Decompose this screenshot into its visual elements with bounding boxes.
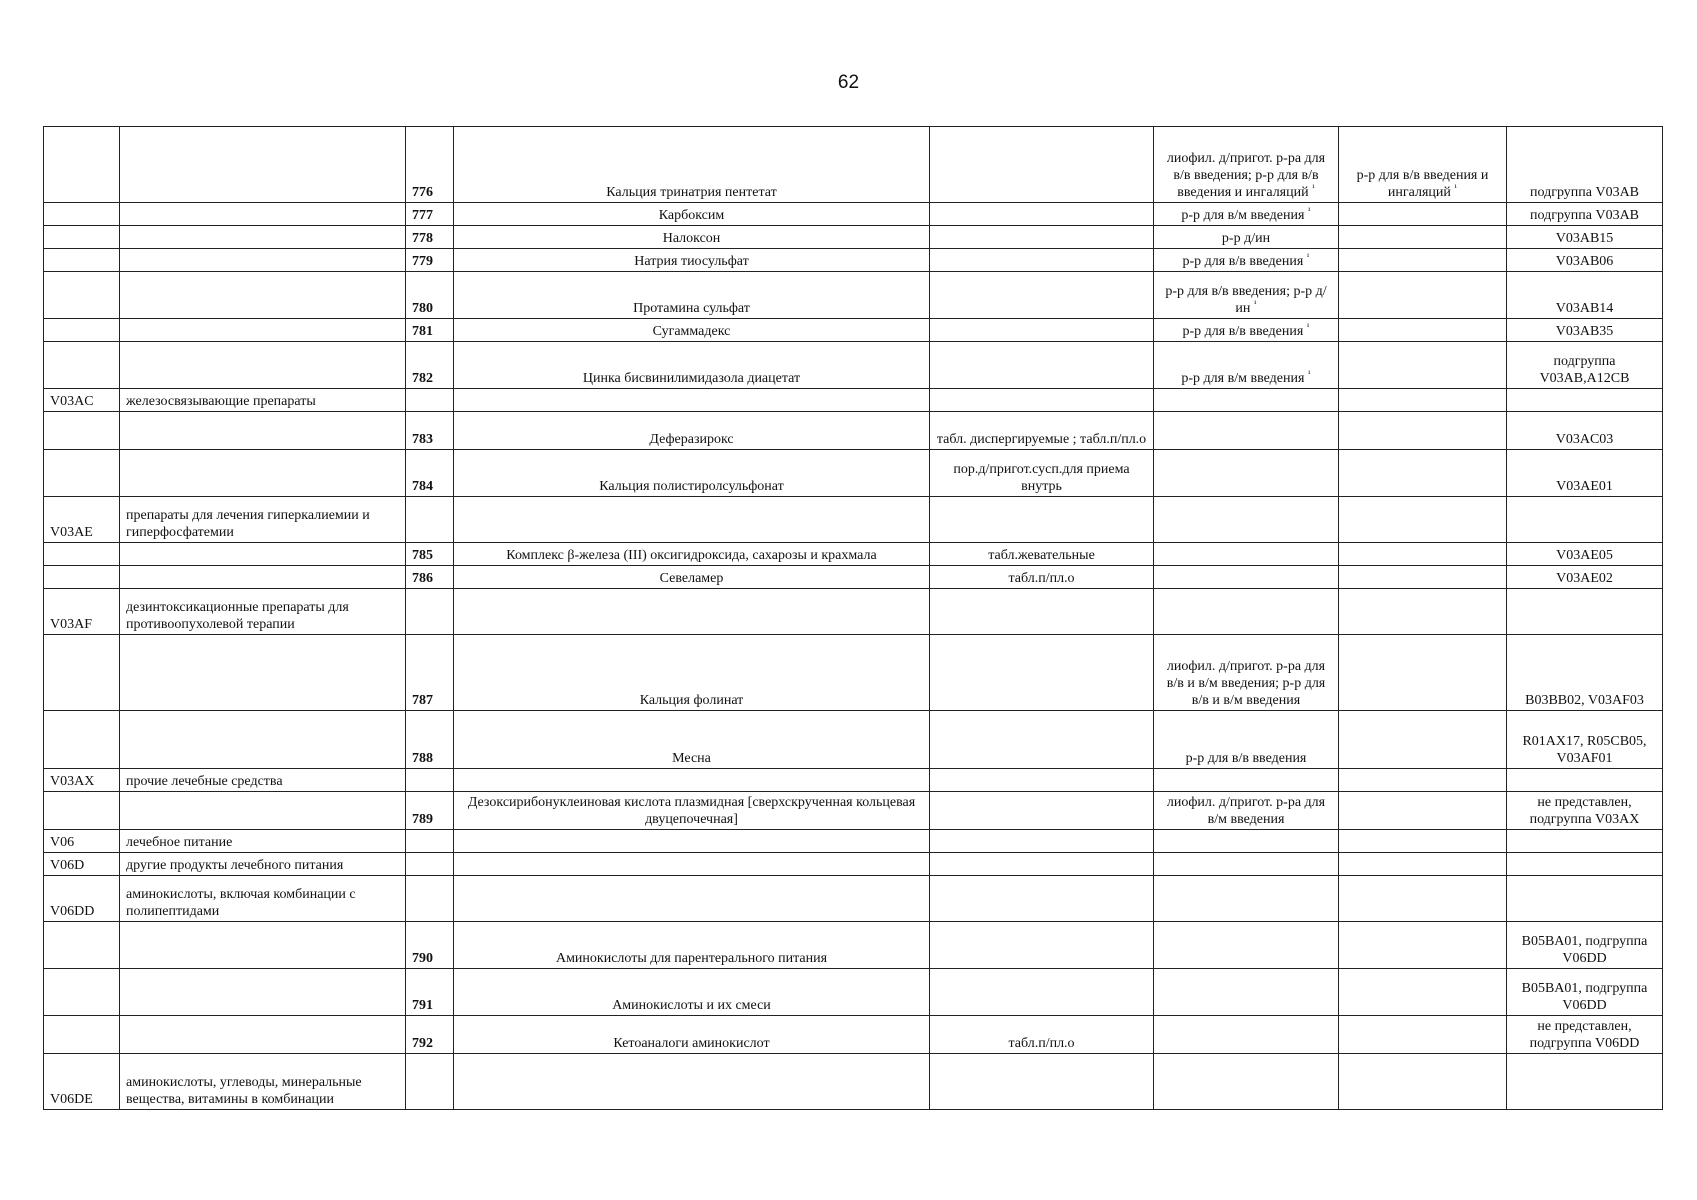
dosage-form-injectable: р-р для в/м введения $^{^1}$ bbox=[1154, 342, 1339, 389]
dosage-form-extra bbox=[1339, 969, 1507, 1016]
dosage-form bbox=[930, 272, 1154, 319]
drug-name: Цинка бисвинилимидазола диацетат bbox=[454, 342, 930, 389]
table-row bbox=[44, 543, 1663, 566]
dosage-form-extra bbox=[1339, 1054, 1507, 1110]
dosage-form-injectable bbox=[1154, 543, 1339, 566]
table-row bbox=[44, 876, 1663, 922]
dosage-form-extra bbox=[1339, 769, 1507, 792]
dosage-form-injectable: р-р для в/в введения $^{^1}$ bbox=[1154, 319, 1339, 342]
dosage-form: табл.п/пл.о bbox=[930, 566, 1154, 589]
dosage-form-injectable: р-р д/ин bbox=[1154, 226, 1339, 249]
atc-code: V03AB06 bbox=[1507, 249, 1663, 272]
dosage-form-extra bbox=[1339, 711, 1507, 769]
atc-group-name bbox=[120, 203, 406, 226]
dosage-form-injectable bbox=[1154, 566, 1339, 589]
drug-name: Комплекс β-железа (III) оксигидроксида, сахарозы и крахмала bbox=[454, 543, 930, 566]
row-number: 781 bbox=[406, 319, 454, 342]
drug-name: Кальция полистиролсульфонат bbox=[454, 450, 930, 497]
atc-group-name: аминокислоты, углеводы, минеральные вещества, витамины в комбинации bbox=[120, 1054, 406, 1110]
table-row bbox=[44, 1016, 1663, 1054]
row-number: 785 bbox=[406, 543, 454, 566]
row-number: 776 bbox=[406, 127, 454, 203]
atc-code: V03AB14 bbox=[1507, 272, 1663, 319]
atc-group-code bbox=[44, 543, 120, 566]
atc-group-name bbox=[120, 226, 406, 249]
dosage-form-injectable bbox=[1154, 969, 1339, 1016]
atc-group-name bbox=[120, 711, 406, 769]
dosage-form-extra bbox=[1339, 830, 1507, 853]
drug-name bbox=[454, 589, 930, 635]
atc-group-code bbox=[44, 226, 120, 249]
dosage-form-injectable: р-р для в/в введения bbox=[1154, 711, 1339, 769]
drug-name: Карбоксим bbox=[454, 203, 930, 226]
dosage-form-extra bbox=[1339, 272, 1507, 319]
table-row bbox=[44, 412, 1663, 450]
row-number: 782 bbox=[406, 342, 454, 389]
dosage-form bbox=[930, 792, 1154, 830]
row-number: 790 bbox=[406, 922, 454, 969]
dosage-form-injectable bbox=[1154, 412, 1339, 450]
atc-code bbox=[1507, 853, 1663, 876]
atc-group-name bbox=[120, 922, 406, 969]
dosage-form bbox=[930, 711, 1154, 769]
dosage-form-extra bbox=[1339, 203, 1507, 226]
dosage-form bbox=[930, 876, 1154, 922]
atc-code bbox=[1507, 389, 1663, 412]
row-number bbox=[406, 769, 454, 792]
atc-group-name bbox=[120, 792, 406, 830]
drug-name: Протамина сульфат bbox=[454, 272, 930, 319]
table-row bbox=[44, 853, 1663, 876]
footnote-marker: ¹ bbox=[1454, 182, 1458, 193]
drug-name: Натрия тиосульфат bbox=[454, 249, 930, 272]
dosage-form-extra bbox=[1339, 342, 1507, 389]
atc-code: не представлен, подгруппа V03AX bbox=[1507, 792, 1663, 830]
footnote-marker: ¹ bbox=[1307, 368, 1311, 379]
atc-code: подгруппа V03AB bbox=[1507, 203, 1663, 226]
dosage-form: пор.д/пригот.сусп.для приема внутрь bbox=[930, 450, 1154, 497]
dosage-form-injectable bbox=[1154, 853, 1339, 876]
atc-group-code bbox=[44, 792, 120, 830]
dosage-form bbox=[930, 769, 1154, 792]
atc-group-code: V06 bbox=[44, 830, 120, 853]
atc-group-code bbox=[44, 203, 120, 226]
dosage-form: табл. диспергируемые ; табл.п/пл.о bbox=[930, 412, 1154, 450]
atc-code: V03AE01 bbox=[1507, 450, 1663, 497]
footnote-marker: ¹ bbox=[1307, 205, 1311, 216]
dosage-form bbox=[930, 922, 1154, 969]
row-number: 787 bbox=[406, 635, 454, 711]
table-row bbox=[44, 249, 1663, 272]
atc-code bbox=[1507, 1054, 1663, 1110]
atc-group-name bbox=[120, 450, 406, 497]
table-row bbox=[44, 711, 1663, 769]
dosage-form-extra bbox=[1339, 589, 1507, 635]
table-row bbox=[44, 203, 1663, 226]
row-number: 791 bbox=[406, 969, 454, 1016]
table-row bbox=[44, 922, 1663, 969]
atc-group-code bbox=[44, 319, 120, 342]
atc-group-code: V03AF bbox=[44, 589, 120, 635]
dosage-form bbox=[930, 342, 1154, 389]
dosage-form-injectable bbox=[1154, 830, 1339, 853]
atc-group-code bbox=[44, 1016, 120, 1054]
atc-group-code bbox=[44, 969, 120, 1016]
dosage-form-extra bbox=[1339, 389, 1507, 412]
atc-group-name: прочие лечебные средства bbox=[120, 769, 406, 792]
row-number bbox=[406, 830, 454, 853]
drug-list-table bbox=[43, 126, 1663, 1110]
table-row bbox=[44, 272, 1663, 319]
atc-group-code: V03AC bbox=[44, 389, 120, 412]
atc-code: B05BA01, подгруппа V06DD bbox=[1507, 922, 1663, 969]
atc-code: подгруппа V03AB bbox=[1507, 127, 1663, 203]
dosage-form-extra bbox=[1339, 1016, 1507, 1054]
atc-group-name bbox=[120, 127, 406, 203]
dosage-form bbox=[930, 249, 1154, 272]
dosage-form-injectable bbox=[1154, 389, 1339, 412]
dosage-form-injectable bbox=[1154, 497, 1339, 543]
row-number: 788 bbox=[406, 711, 454, 769]
row-number: 777 bbox=[406, 203, 454, 226]
footnote-marker: ¹ bbox=[1306, 251, 1310, 262]
atc-group-name: лечебное питание bbox=[120, 830, 406, 853]
dosage-form bbox=[930, 127, 1154, 203]
dosage-form bbox=[930, 1054, 1154, 1110]
dosage-form-extra bbox=[1339, 922, 1507, 969]
dosage-form-injectable bbox=[1154, 589, 1339, 635]
dosage-form-extra bbox=[1339, 412, 1507, 450]
atc-code: V03AB35 bbox=[1507, 319, 1663, 342]
dosage-form: табл.жевательные bbox=[930, 543, 1154, 566]
atc-code: V03AE02 bbox=[1507, 566, 1663, 589]
atc-code: не представлен, подгруппа V06DD bbox=[1507, 1016, 1663, 1054]
dosage-form-extra bbox=[1339, 876, 1507, 922]
dosage-form-injectable: лиофил. д/пригот. р-ра для в/в введения; р-р для в/в введения и ингаляций $^{^1}$ bbox=[1154, 127, 1339, 203]
atc-group-name bbox=[120, 543, 406, 566]
dosage-form-injectable: р-р для в/м введения $^{^1}$ bbox=[1154, 203, 1339, 226]
table-row bbox=[44, 792, 1663, 830]
atc-group-code bbox=[44, 412, 120, 450]
row-number bbox=[406, 876, 454, 922]
table-body bbox=[44, 127, 1663, 1110]
atc-group-name bbox=[120, 319, 406, 342]
dosage-form bbox=[930, 969, 1154, 1016]
table-row bbox=[44, 1054, 1663, 1110]
dosage-form-injectable bbox=[1154, 1054, 1339, 1110]
atc-group-code bbox=[44, 450, 120, 497]
drug-name: Деферазирокс bbox=[454, 412, 930, 450]
atc-group-code: V03AX bbox=[44, 769, 120, 792]
drug-name bbox=[454, 389, 930, 412]
atc-group-code: V06D bbox=[44, 853, 120, 876]
atc-group-code: V06DE bbox=[44, 1054, 120, 1110]
atc-group-name bbox=[120, 412, 406, 450]
dosage-form-extra: р-р для в/в введения и ингаляций $^{^1}$ bbox=[1339, 127, 1507, 203]
atc-group-name bbox=[120, 635, 406, 711]
row-number: 783 bbox=[406, 412, 454, 450]
atc-group-name bbox=[120, 272, 406, 319]
table-row bbox=[44, 497, 1663, 543]
row-number: 786 bbox=[406, 566, 454, 589]
table-row bbox=[44, 830, 1663, 853]
dosage-form-injectable bbox=[1154, 876, 1339, 922]
footnote-marker: ¹ bbox=[1253, 298, 1257, 309]
atc-code: подгруппа V03AB,A12CB bbox=[1507, 342, 1663, 389]
atc-group-code: V06DD bbox=[44, 876, 120, 922]
dosage-form bbox=[930, 497, 1154, 543]
dosage-form-extra bbox=[1339, 226, 1507, 249]
atc-code bbox=[1507, 497, 1663, 543]
table-row bbox=[44, 589, 1663, 635]
table-row bbox=[44, 389, 1663, 412]
dosage-form-extra bbox=[1339, 450, 1507, 497]
atc-group-code: V03AE bbox=[44, 497, 120, 543]
dosage-form: табл.п/пл.о bbox=[930, 1016, 1154, 1054]
drug-name bbox=[454, 830, 930, 853]
dosage-form-extra bbox=[1339, 792, 1507, 830]
atc-group-code bbox=[44, 635, 120, 711]
dosage-form-extra bbox=[1339, 853, 1507, 876]
drug-name bbox=[454, 876, 930, 922]
row-number bbox=[406, 497, 454, 543]
atc-group-code bbox=[44, 711, 120, 769]
row-number: 779 bbox=[406, 249, 454, 272]
dosage-form-extra bbox=[1339, 543, 1507, 566]
footnote-marker: ¹ bbox=[1312, 182, 1315, 193]
atc-code: V03AC03 bbox=[1507, 412, 1663, 450]
atc-group-name: дезинтоксикационные препараты для противоопухолевой терапии bbox=[120, 589, 406, 635]
table-row bbox=[44, 969, 1663, 1016]
row-number: 780 bbox=[406, 272, 454, 319]
atc-group-code bbox=[44, 249, 120, 272]
drug-name: Кальция тринатрия пентетат bbox=[454, 127, 930, 203]
atc-group-name bbox=[120, 249, 406, 272]
table-row bbox=[44, 635, 1663, 711]
atc-group-name bbox=[120, 969, 406, 1016]
atc-group-code bbox=[44, 127, 120, 203]
drug-name bbox=[454, 853, 930, 876]
dosage-form bbox=[930, 319, 1154, 342]
atc-group-name: другие продукты лечебного питания bbox=[120, 853, 406, 876]
drug-name bbox=[454, 497, 930, 543]
atc-code: V03AE05 bbox=[1507, 543, 1663, 566]
dosage-form bbox=[930, 635, 1154, 711]
atc-code: R01AX17, R05CB05, V03AF01 bbox=[1507, 711, 1663, 769]
table-row bbox=[44, 566, 1663, 589]
dosage-form bbox=[930, 389, 1154, 412]
dosage-form bbox=[930, 853, 1154, 876]
row-number bbox=[406, 589, 454, 635]
row-number: 784 bbox=[406, 450, 454, 497]
drug-name: Кетоаналоги аминокислот bbox=[454, 1016, 930, 1054]
row-number bbox=[406, 853, 454, 876]
drug-name: Кальция фолинат bbox=[454, 635, 930, 711]
drug-name: Сугаммадекс bbox=[454, 319, 930, 342]
drug-name: Налоксон bbox=[454, 226, 930, 249]
drug-name: Аминокислоты для парентерального питания bbox=[454, 922, 930, 969]
dosage-form-extra bbox=[1339, 635, 1507, 711]
dosage-form-extra bbox=[1339, 566, 1507, 589]
atc-code: B05BA01, подгруппа V06DD bbox=[1507, 969, 1663, 1016]
dosage-form-extra bbox=[1339, 249, 1507, 272]
table-row bbox=[44, 769, 1663, 792]
dosage-form bbox=[930, 203, 1154, 226]
dosage-form-injectable: р-р для в/в введения $^{^1}$ bbox=[1154, 249, 1339, 272]
atc-group-name: железосвязывающие препараты bbox=[120, 389, 406, 412]
dosage-form-injectable bbox=[1154, 450, 1339, 497]
atc-code bbox=[1507, 589, 1663, 635]
dosage-form-injectable: р-р для в/в введения; р-р д/ин $^{^1}$ bbox=[1154, 272, 1339, 319]
drug-name: Севеламер bbox=[454, 566, 930, 589]
dosage-form-extra bbox=[1339, 497, 1507, 543]
atc-group-code bbox=[44, 342, 120, 389]
dosage-form-injectable bbox=[1154, 1016, 1339, 1054]
atc-code: B03BB02, V03AF03 bbox=[1507, 635, 1663, 711]
row-number: 778 bbox=[406, 226, 454, 249]
dosage-form bbox=[930, 589, 1154, 635]
row-number: 792 bbox=[406, 1016, 454, 1054]
dosage-form-injectable bbox=[1154, 769, 1339, 792]
dosage-form-injectable bbox=[1154, 922, 1339, 969]
atc-code: V03AB15 bbox=[1507, 226, 1663, 249]
table-row bbox=[44, 226, 1663, 249]
row-number bbox=[406, 389, 454, 412]
dosage-form bbox=[930, 226, 1154, 249]
row-number bbox=[406, 1054, 454, 1110]
dosage-form-injectable: лиофил. д/пригот. р-ра для в/в и в/м введения; р-р для в/в и в/м введения bbox=[1154, 635, 1339, 711]
page-number: 62 bbox=[837, 72, 860, 93]
dosage-form-extra bbox=[1339, 319, 1507, 342]
row-number: 789 bbox=[406, 792, 454, 830]
atc-group-name bbox=[120, 342, 406, 389]
drug-name bbox=[454, 769, 930, 792]
atc-group-name bbox=[120, 566, 406, 589]
table-row bbox=[44, 450, 1663, 497]
dosage-form-injectable: лиофил. д/пригот. р-ра для в/м введения bbox=[1154, 792, 1339, 830]
table-row bbox=[44, 342, 1663, 389]
atc-group-name: аминокислоты, включая комбинации с полипептидами bbox=[120, 876, 406, 922]
dosage-form bbox=[930, 830, 1154, 853]
atc-code bbox=[1507, 769, 1663, 792]
table-row bbox=[44, 127, 1663, 203]
atc-code bbox=[1507, 830, 1663, 853]
atc-group-code bbox=[44, 922, 120, 969]
drug-name: Месна bbox=[454, 711, 930, 769]
atc-group-name: препараты для лечения гиперкалиемии и гиперфосфатемии bbox=[120, 497, 406, 543]
table-row bbox=[44, 319, 1663, 342]
atc-code bbox=[1507, 876, 1663, 922]
drug-name: Дезоксирибонуклеиновая кислота плазмидная [сверхскрученная кольцевая двуцепочечная] bbox=[454, 792, 930, 830]
drug-name: Аминокислоты и их смеси bbox=[454, 969, 930, 1016]
atc-group-code bbox=[44, 566, 120, 589]
drug-name bbox=[454, 1054, 930, 1110]
atc-group-code bbox=[44, 272, 120, 319]
atc-group-name bbox=[120, 1016, 406, 1054]
footnote-marker: ¹ bbox=[1306, 321, 1310, 332]
